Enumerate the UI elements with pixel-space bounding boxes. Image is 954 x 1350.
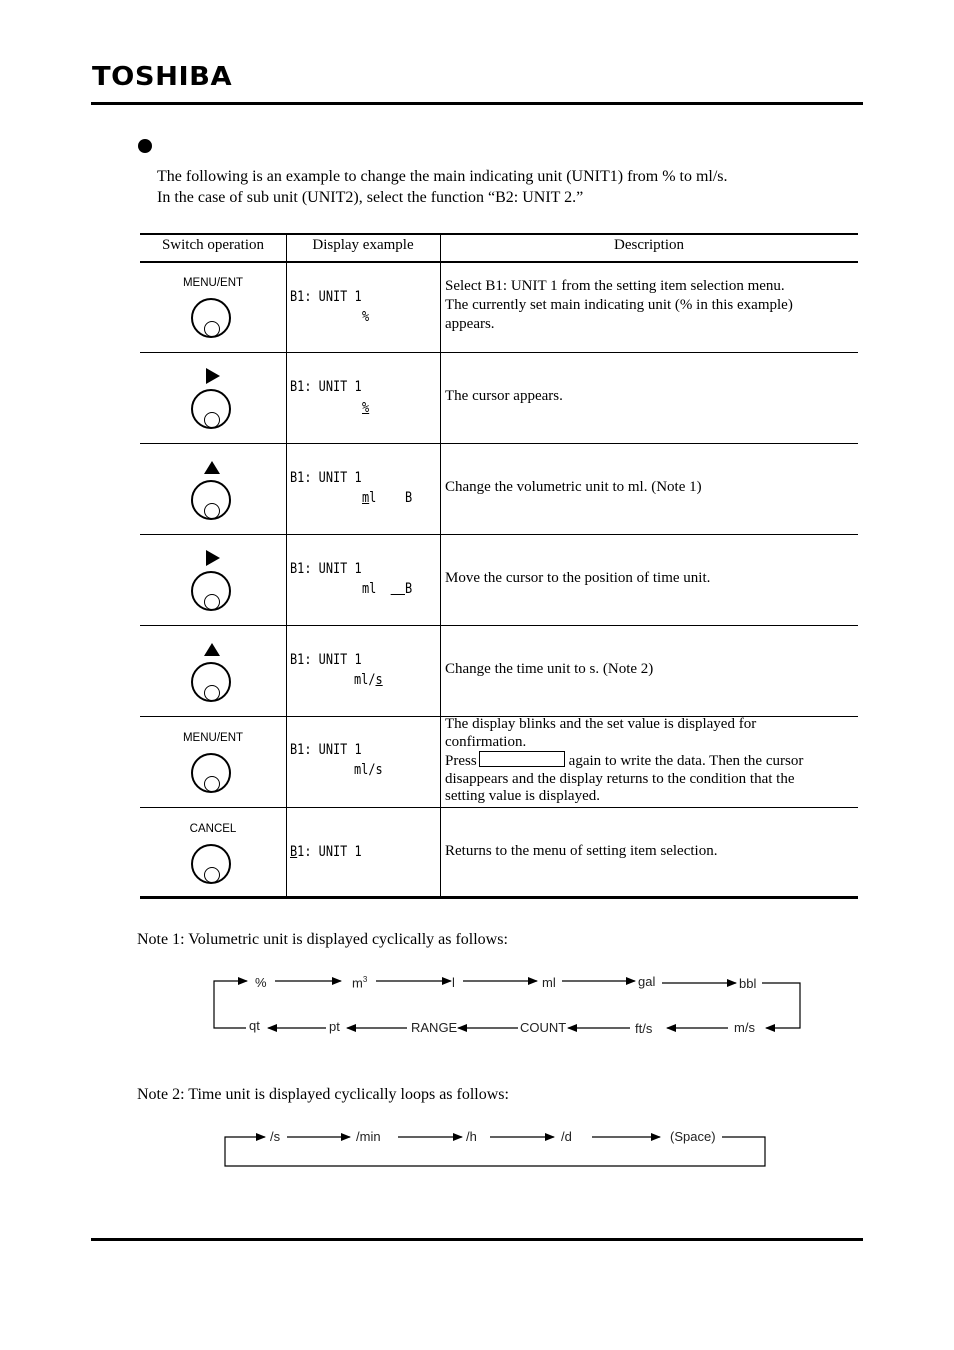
cycle-item: m/s <box>734 1020 755 1035</box>
cycle-item: RANGE <box>411 1020 458 1035</box>
description-line: appears. <box>445 316 495 332</box>
display-line-2: % <box>362 309 370 325</box>
header-display-example: Display example <box>312 237 414 253</box>
toshiba-logo: TOSHIBA <box>92 62 233 92</box>
display-cursor: % <box>362 400 370 416</box>
note-2: Note 2: Time unit is displayed cyclically loops as follows: <box>137 1086 509 1103</box>
press-label: Press <box>445 753 477 769</box>
description-line: The display blinks and the set value is displayed for <box>445 716 757 732</box>
description-text: The cursor appears. <box>445 388 563 404</box>
menu-ent-label: MENU/ENT <box>182 277 244 289</box>
display-text: ml/ <box>354 672 376 688</box>
display-line-1: B1: UNIT 1 <box>290 561 362 577</box>
cycle-item: ml <box>542 975 556 990</box>
display-text: l <box>369 490 377 506</box>
cycle-item: /d <box>561 1129 572 1144</box>
cycle-item: /h <box>466 1129 477 1144</box>
note-1: Note 1: Volumetric unit is displayed cyclically as follows: <box>137 931 508 948</box>
cancel-label: CANCEL <box>189 823 237 835</box>
display-line-2: ml/s <box>354 762 383 778</box>
description-line: setting value is displayed. <box>445 788 600 804</box>
header-description: Description <box>614 237 684 253</box>
cycle-item: /s <box>270 1129 281 1144</box>
display-line-1: B1: UNIT 1 <box>290 470 362 486</box>
description-line: disappears and the display returns to the condition that the <box>445 770 795 787</box>
display-line-1: B1: UNIT 1 <box>290 652 362 668</box>
display-cursor: m <box>362 490 370 506</box>
cycle-item: (Space) <box>670 1129 716 1144</box>
menu-ent-label: MENU/ENT <box>182 732 244 744</box>
cycle-item: pt <box>329 1019 340 1034</box>
intro-line-2: In the case of sub unit (UNIT2), select the function “B2: UNIT 2.” <box>157 189 584 206</box>
cycle-item: gal <box>638 974 656 989</box>
display-text: ml <box>362 581 377 597</box>
cycle-item <box>352 975 367 990</box>
display-cursor: s <box>375 672 383 688</box>
cycle-item: % <box>255 975 267 990</box>
display-text: B <box>404 581 413 597</box>
description-text: Change the volumetric unit to ml. (Note 1) <box>445 479 702 495</box>
footer-rule <box>91 1238 863 1241</box>
cycle-item: ft/s <box>635 1021 653 1036</box>
cycle-item: l <box>452 975 455 990</box>
description-text: Move the cursor to the position of time unit. <box>445 570 711 586</box>
description-line: The currently set main indicating unit (% in this example) <box>445 297 793 313</box>
header-switch-operation: Switch operation <box>161 237 265 253</box>
description-text: Returns to the menu of setting item selection. <box>445 843 718 859</box>
description-line: Select B1: UNIT 1 from the setting item selection menu. <box>445 278 785 294</box>
display-line-1: B1: UNIT 1 <box>290 379 362 395</box>
description-line: confirmation. <box>445 733 527 750</box>
cycle-item: bbl <box>739 976 757 991</box>
display-cursor: B <box>290 844 298 860</box>
description-text: Change the time unit to s. (Note 2) <box>445 661 654 677</box>
intro-line-1: The following is an example to change the main indicating unit (UNIT1) from % to ml/s. <box>157 168 728 185</box>
display-text: 1: UNIT 1 <box>297 844 362 860</box>
cycle-item: /min <box>356 1129 381 1144</box>
cycle-item: COUNT <box>520 1020 567 1035</box>
display-line-1: B1: UNIT 1 <box>290 742 362 758</box>
display-text: B <box>405 490 413 506</box>
cycle-item: qt <box>249 1018 260 1033</box>
superscript: 3 <box>362 975 368 984</box>
cycle-item-text: m <box>352 975 363 991</box>
description-line-text: again to write the data. Then the cursor <box>568 753 804 769</box>
display-line-1: B1: UNIT 1 <box>290 289 362 305</box>
